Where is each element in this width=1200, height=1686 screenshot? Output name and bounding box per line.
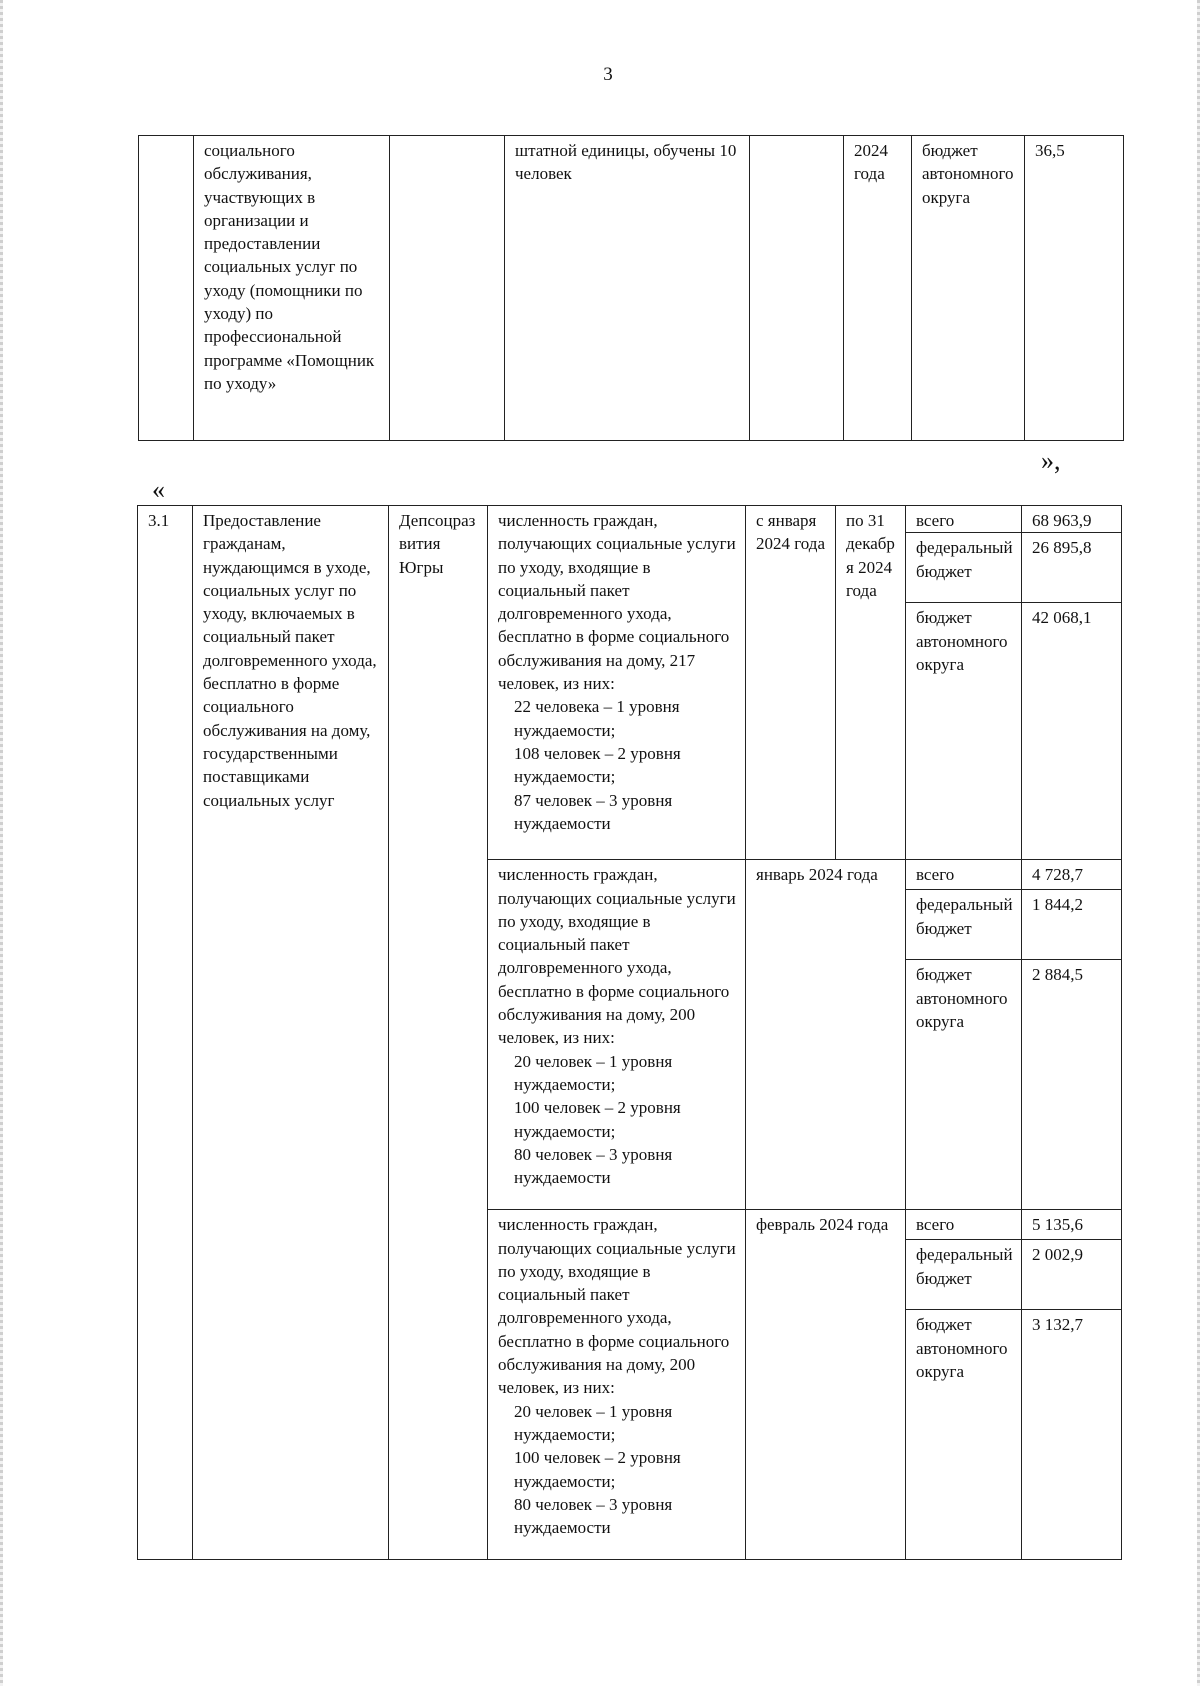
activity-table [137,505,1122,1560]
cell-period: январь 2024 года [746,860,906,1210]
cell-end-date: 2024 года [844,136,912,441]
table-row [138,506,1122,533]
cell-indicator: численность граждан, получающих социальные услуги по уходу, входящие в социальный пакет долговременного ухода, бесплатно в форме социального обслуживания на дому, 200 человек, из них: 20 человек – 1 уровня нуждаемости; 100 человек – 2 уровня нуждаемости; 80 человек – 3 уровня нуждаемости [488,1210,746,1560]
cell-period: февраль 2024 года [746,1210,906,1560]
cell-regional-label: бюджет автономного округа [906,603,1022,860]
cell-executor: Депсоцразвития Югры [389,506,488,1560]
cell-federal-label: федеральный бюджет [906,533,1022,603]
cell-federal-amount: 2 002,9 [1022,1240,1122,1310]
page-number: 3 [603,64,613,85]
cell-end-date: по 31 декабря 2024 года [836,506,906,860]
cell-regional-label: бюджет автономного округа [906,1310,1022,1560]
cell-executor [390,136,505,441]
cell-funding-total-label: всего [906,860,1022,890]
cell-federal-label: федеральный бюджет [906,1240,1022,1310]
cell-regional-amount: 2 884,5 [1022,960,1122,1210]
opening-quote: « [152,475,165,504]
cell-regional-amount: 42 068,1 [1022,603,1122,860]
cell-start-date: с января 2024 года [746,506,836,860]
cell-indicator: штатной единицы, обучены 10 человек [505,136,750,441]
cell-amount: 36,5 [1025,136,1124,441]
cell-federal-amount: 1 844,2 [1022,890,1122,960]
cell-funding-total-label: всего [906,506,1022,533]
scan-edge-left [0,0,3,1686]
closing-quote: », [1041,446,1061,475]
cell-funding-total: 4 728,7 [1022,860,1122,890]
cell-activity-name: Предоставление гражданам, нуждающимся в уходе, социальных услуг по уходу, включаемых в социальный пакет долговременного ухода, бесплатно в форме социального обслуживания на дому, государственными поставщиками социальных услуг [193,506,389,1560]
cell-funding-source: бюджет автономного округа [912,136,1025,441]
cell-funding-total: 68 963,9 [1022,506,1122,533]
table-row [139,136,1124,441]
continuation-table [138,135,1124,441]
cell-funding-total: 5 135,6 [1022,1210,1122,1240]
cell-funding-total-label: всего [906,1210,1022,1240]
cell-number [139,136,194,441]
cell-federal-amount: 26 895,8 [1022,533,1122,603]
cell-federal-label: федеральный бюджет [906,890,1022,960]
cell-regional-amount: 3 132,7 [1022,1310,1122,1560]
cell-regional-label: бюджет автономного округа [906,960,1022,1210]
cell-indicator: численность граждан, получающих социальные услуги по уходу, входящие в социальный пакет долговременного ухода, бесплатно в форме социального обслуживания на дому, 217 человек, из них: 22 человека – 1 уровня нуждаемости; 108 человек – 2 уровня нуждаемости; 87 человек – 3 уровня нуждаемости [488,506,746,860]
cell-activity-name: социального обслуживания, участвующих в организации и предоставлении социальных услуг по уходу (помощники по уходу) по профессиональной программе «Помощник по уходу» [194,136,390,441]
cell-indicator: численность граждан, получающих социальные услуги по уходу, входящие в социальный пакет долговременного ухода, бесплатно в форме социального обслуживания на дому, 200 человек, из них: 20 человек – 1 уровня нуждаемости; 100 человек – 2 уровня нуждаемости; 80 человек – 3 уровня нуждаемости [488,860,746,1210]
cell-start-date [750,136,844,441]
cell-number: 3.1 [138,506,193,1560]
